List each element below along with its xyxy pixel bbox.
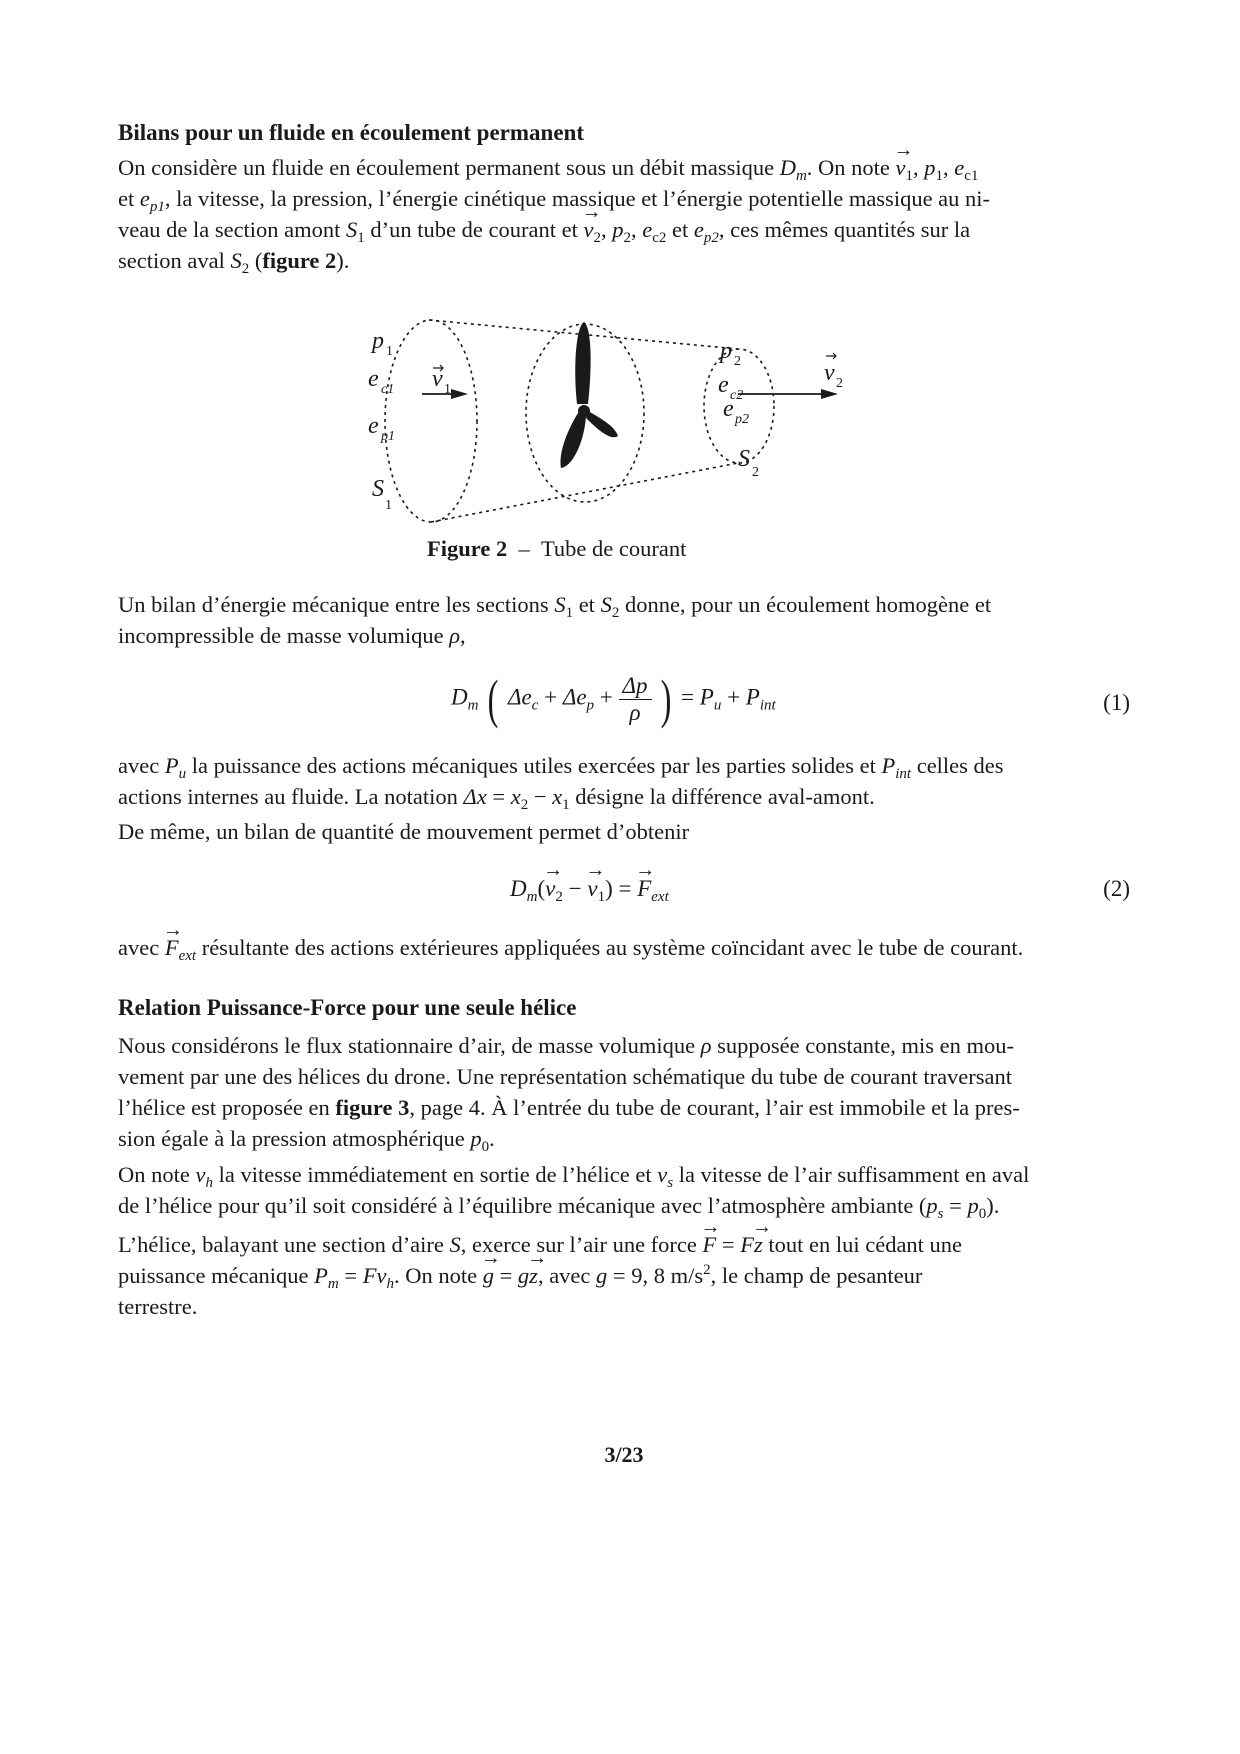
label-ec2: e xyxy=(718,372,729,398)
label-v1-sub: 1 xyxy=(444,382,451,397)
figure-2-caption: Figure 2 – Tube de courant xyxy=(427,536,687,561)
paragraph-helice-force: L’hélice, balayant une section d’aire S, exerce sur l’air une force → F = F→ z tout en lui cédant une puissance mécanique $P_m = Fv_h$. On note → g = g→ z, avec g = 9, 8 $m/s^2$, le champ de pesanteur terrestre. xyxy=(118,1229,1130,1322)
paragraph-air-flow: Nous considérons le flux stationnaire d’air, de masse volumique ρ supposée constante, mis en mou- vement par une des hélices du drone. Une représentation schématique du tube de courant traversant l’hélice est proposée en figure 3, page 4. À l’entrée du tube de courant, l’air est immobile et la pres- sion égale à la pression atmosphérique $p_0$. xyxy=(118,1033,1020,1155)
label-p1-sub: 1 xyxy=(386,344,393,359)
label-v2: v xyxy=(824,360,835,386)
section-heading-bilans: Bilans pour un fluide en écoulement permanent xyxy=(118,120,584,145)
label-ep2: e xyxy=(723,396,734,422)
paragraph-pu-pint: avec $P_u$ la puissance des actions mécaniques utiles exercées par les parties solides et $P_{int}$ celles des actions internes au fluide. La notation $\Delta x = x_2 - x_1$ désigne la différence aval-amont. xyxy=(118,753,1004,813)
equation-2-number: (2) xyxy=(1103,876,1130,901)
label-ep2-sub: p2 xyxy=(735,412,749,427)
arrow-v1-head xyxy=(451,389,468,399)
label-s2: S xyxy=(738,446,750,472)
propeller-icon xyxy=(560,322,618,468)
section-s1-ellipse xyxy=(385,320,477,522)
page-number: 3/23 xyxy=(604,1442,644,1467)
label-s1-sub: 1 xyxy=(385,498,392,513)
label-p2-sub: 2 xyxy=(734,354,741,369)
label-ep1: e xyxy=(368,413,379,439)
paragraph-vh-vs: On note $v_h$ la vitesse immédiatement en sortie de l’hélice et $v_s$ la vitesse de l’air suffisamment en aval de l’hélice pour qu’il soit considéré à l’équilibre mécanique avec l’atmosphère ambiante $(p_s = p_0)$. xyxy=(118,1162,1030,1222)
label-v1: v xyxy=(432,366,443,392)
paragraph-fext: avec → $F_{ext}$ résultante des actions extérieures appliquées au système coïncidant avec le tube de courant. xyxy=(118,932,1130,963)
equation-1-number: (1) xyxy=(1103,690,1130,715)
tube-bottom-line xyxy=(431,463,738,522)
paragraph-momentum: De même, un bilan de quantité de mouvement permet d’obtenir xyxy=(118,819,690,844)
label-p1: p xyxy=(372,328,384,354)
section-heading-puissance-force: Relation Puissance-Force pour une seule hélice xyxy=(118,995,577,1020)
label-s2-sub: 2 xyxy=(752,465,759,480)
label-ec1-sub: c1 xyxy=(381,382,395,397)
paragraph-intro: On considère un fluide en écoulement permanent sous un débit massique $D_m$. On note → $v_1$, $p_1$, $e_{c1}$ et $e_{p1}$, la vitesse, la pression, l’énergie cinétique massique et l’énergie potentielle massique au ni- veau de la section amont $S_1$ d’un tube de courant et → $v_2$, $p_2$, $e_{c2}$ et $e_{p2}$, ces mêmes quantités sur la section aval $S_2$ (figure 2). xyxy=(118,152,1130,276)
label-ep1-sub: p1 xyxy=(381,429,395,444)
label-ec2-sub: c2 xyxy=(730,388,744,403)
label-p2: p xyxy=(720,338,732,364)
label-s1: S xyxy=(372,476,384,502)
label-v2-sub: 2 xyxy=(836,376,843,391)
paragraph-energy-balance: Un bilan d’énergie mécanique entre les sections $S_1$ et $S_2$ donne, pour un écoulement homogène et incompressible de masse volumique ρ, xyxy=(118,592,992,648)
label-ec1: e xyxy=(368,366,379,392)
